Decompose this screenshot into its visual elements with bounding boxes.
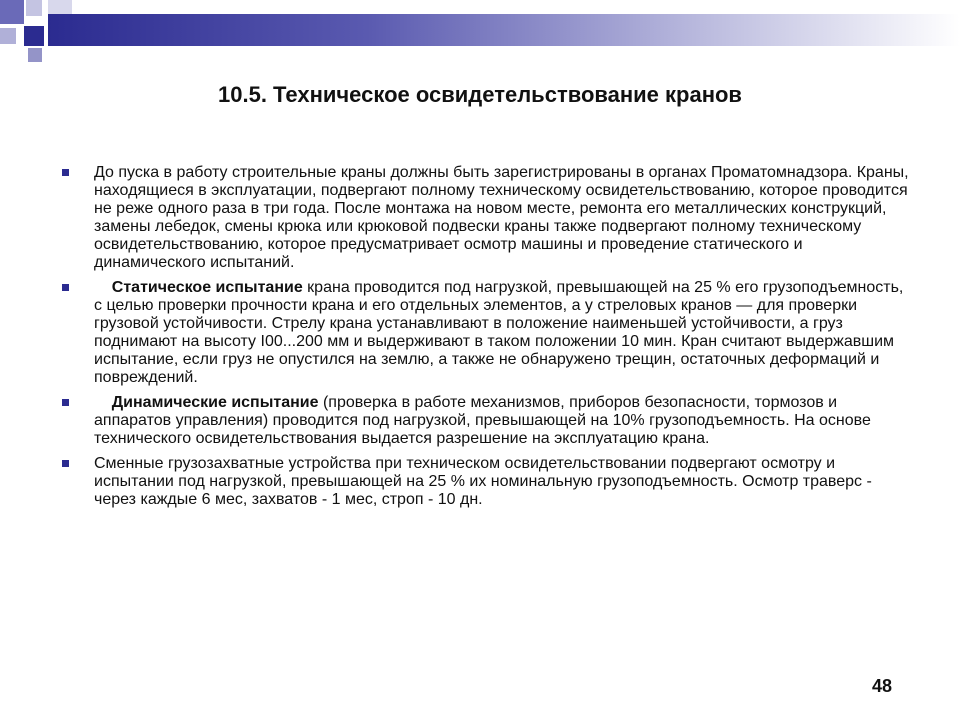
bullet-lead-term: Динамические испытание [94,394,319,411]
square-bullet-icon [62,399,69,406]
bullet-text [94,455,912,509]
bullet-item [62,164,912,272]
bullet-text-body: (проверка в работе механизмов, приборов безопасности, тормозов и аппаратов управления) проводится под нагрузкой, превышающей на 10% грузоподъемность. На основе технического освидетельствования выдается разрешение на эксплуатацию крана. [94,394,876,447]
decor-square [0,0,24,24]
bullet-item [62,394,912,448]
bullet-text [94,394,912,448]
bullet-text-body: крана проводится под нагрузкой, превышающей на 25 % его грузоподъемность, с целью проверки прочности крана и его отдельных элементов, а у стреловых кранов — для проверки грузовой устойчивости. Стрелу крана устанавливают в положение наименьшей устойчивости, а груз поднимают на высоту I00...200 мм и выдерживают в таком положении 10 мин. Кран считают выдержавшим испытание, если груз не опустился на землю, а также не обнаружено трещин, остаточных деформаций и повреждений. [94,279,908,386]
square-bullet-icon [62,284,69,291]
decor-square [26,0,42,16]
bullet-text-body: До пуска в работу строительные краны должны быть зарегистрированы в органах Проматомнадзора. Краны, находящиеся в эксплуатации, подвергают полному техническому освидетельствованию, которое проводится не реже одного раза в три года. После монтажа на новом месте, ремонта его металлических конструкций, замены лебедок, смены крюка или крюковой подвески краны также подвергают полному техническому освидетельствованию, которое предусматривает осмотр машины и проведение статического и динамического испытаний. [94,164,909,271]
page-number: 48 [872,676,893,696]
bullet-lead-term: Статическое испытание [94,279,303,296]
decor-square [48,0,72,14]
bullet-item [62,279,912,387]
slide-content [62,164,912,516]
slide-title: 10.5. Техническое освидетельствование кранов [218,82,742,107]
bullet-text [94,279,912,387]
bullet-item [62,455,912,509]
decor-square [24,26,44,46]
bullet-text [94,164,912,272]
decor-square [28,48,42,62]
header-gradient-band [48,14,960,46]
bullet-text-body: Сменные грузозахватные устройства при техническом освидетельствовании подвергают осмотру и испытании под нагрузкой, превышающей на 25 % их номинальную грузоподъемность. Осмотр траверс - через каждые 6 мес, захватов - 1 мес, строп - 10 дн. [94,455,872,508]
square-bullet-icon [62,460,69,467]
square-bullet-icon [62,169,69,176]
decor-square [0,28,16,44]
